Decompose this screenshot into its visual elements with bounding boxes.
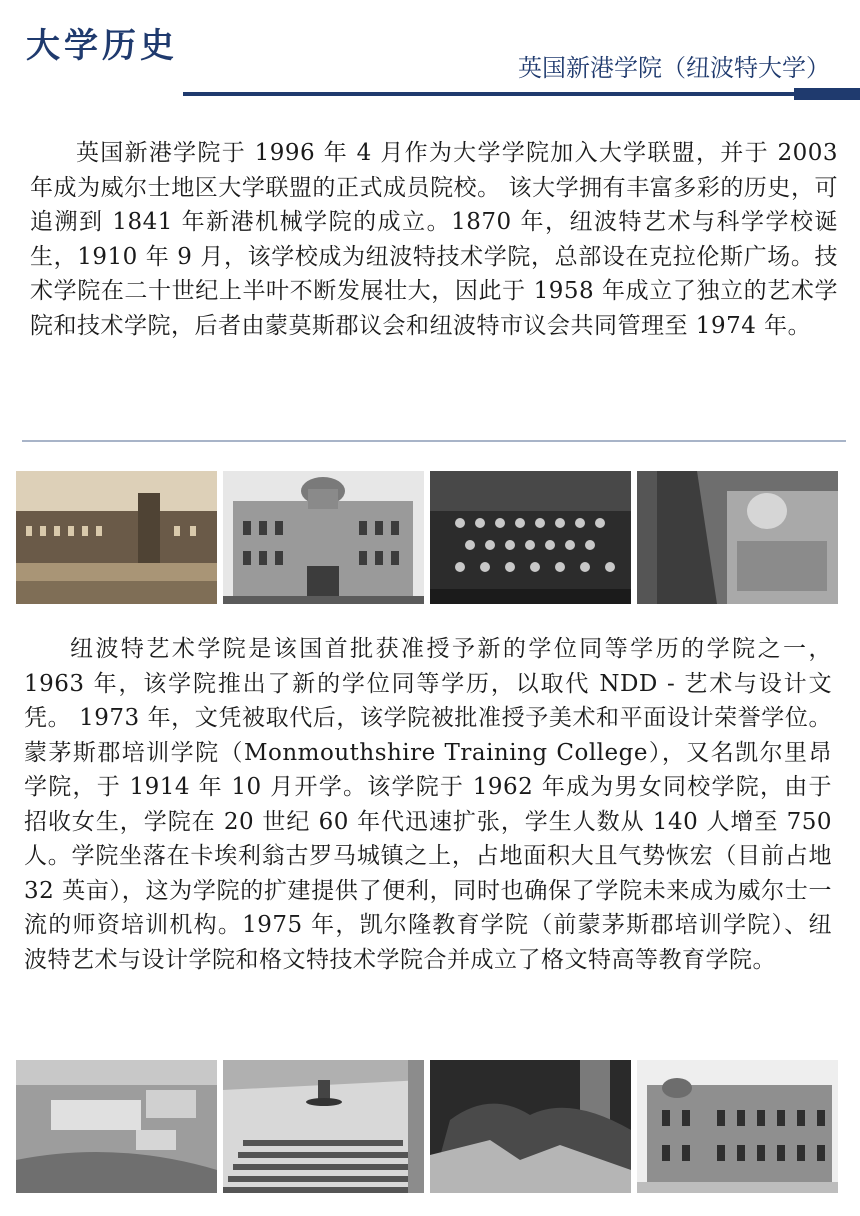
history-paragraph-1: 英国新港学院于 1996 年 4 月作为大学学院加入大学联盟，并于 2003 年成为威尔士地区大学联盟的正式成员院校。 该大学拥有丰富多彩的历史，可追溯到 1841 年新港机械学院的成立。1870 年，纽波特艺术与科学学校诞生，1910 年 9 月，该学校成为纽波特技术学院，总部设在克拉伦斯广场。技术学院在二十世纪上半叶不断发展壮大，因此于 1958 年成立了独立的艺术学院和技术学院，后者由蒙莫斯郡议会和纽波特市议会共同管理至 1974 年。: [30, 140, 838, 339]
photo-group-portrait: [430, 471, 631, 604]
photo-row-top: [16, 471, 838, 604]
page-subtitle: 英国新港学院（纽波特大学）: [518, 54, 830, 82]
photo-corner-building: [637, 1060, 838, 1193]
history-paragraph-2: 纽波特艺术学院是该国首批获准授予新的学位同等学历的学院之一，1963 年，该学院推出了新的学位同等学历，以取代 NDD - 艺术与设计文凭。 1973 年，文凭被取代后，该学院被批准授予美术和平面设计荣誉学位。 蒙茅斯郡培训学院（Monmouthshire Training College），又名凯尔里昂学院，于 1914 年 10 月开学。该学院于 1962 年成为男女同校学院，由于招收女生，学院在 20 世纪 60 年代迅速扩张，学生人数从 140 人增至 750 人。学院坐落在卡埃利翁古罗马城镇之上，占地面积大且气势恢宏（目前占地 32 英亩），这为学院的扩建提供了便利，同时也确保了学院未来成为威尔士一流的师资培训机构。1975 年，凯尔隆教育学院（前蒙茅斯郡培训学院）、纽波特艺术与设计学院和格文特技术学院合并成立了格文特高等教育学院。: [24, 636, 832, 973]
photo-aerial-campus: [16, 1060, 217, 1193]
header-rule: [183, 92, 860, 96]
section-divider: [22, 440, 846, 442]
photo-domed-building: [223, 471, 424, 604]
photo-lecture-hall: [223, 1060, 424, 1193]
page-title: 大学历史: [26, 26, 178, 66]
photo-row-bottom: [16, 1060, 838, 1193]
photo-aerial-street: [637, 471, 838, 604]
header-rule-accent: [794, 88, 860, 100]
photo-college-building-sepia: [16, 471, 217, 604]
photo-fire-ruins: [430, 1060, 631, 1193]
